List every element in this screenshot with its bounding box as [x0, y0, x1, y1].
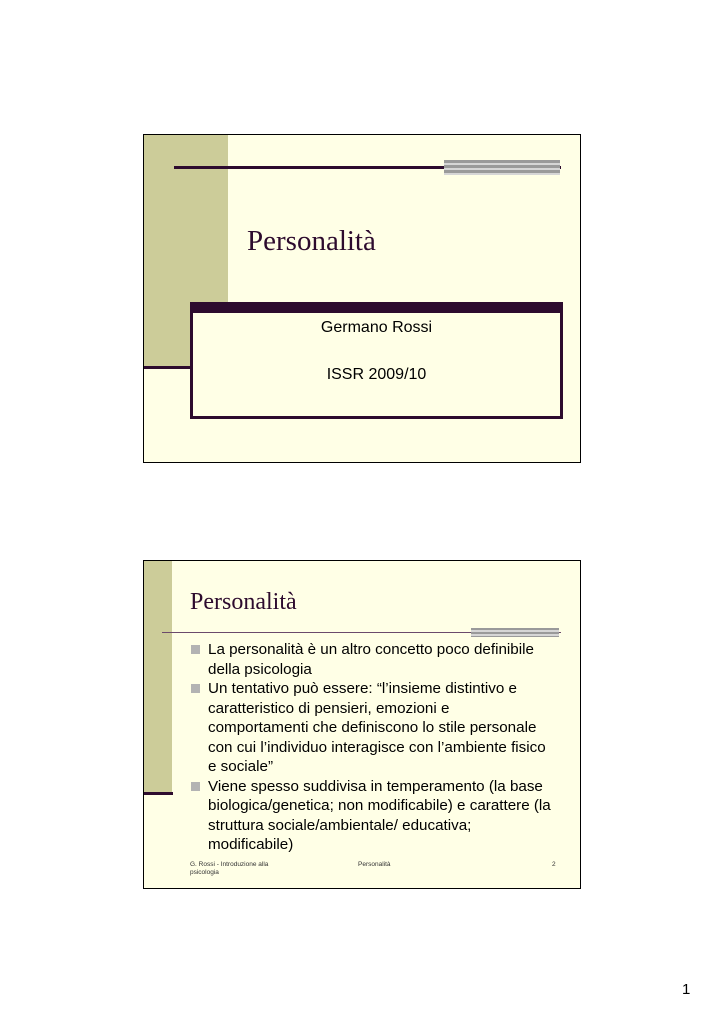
footer-title: Personalità: [358, 861, 391, 868]
square-bullet-icon: [191, 645, 200, 654]
accent-band: [144, 561, 172, 795]
gray-stripes-decoration: [444, 160, 560, 175]
square-bullet-icon: [191, 782, 200, 791]
slide-1: [143, 134, 581, 463]
square-bullet-icon: [191, 684, 200, 693]
subtitle-box: [190, 302, 563, 419]
slide-2: [143, 560, 581, 889]
bullet-list: [191, 640, 553, 855]
accent-rule: [144, 792, 173, 795]
list-item: [191, 640, 553, 679]
accent-rule: [144, 366, 192, 369]
bullet-text: Un tentativo può essere: “l’insieme distintivo e caratteristico di pensieri, emozioni e comportamenti che definiscono lo stile personale con cui l’individuo interagisce con l’ambiente fisico e sociale”: [208, 680, 546, 775]
slide-title: Personalità: [190, 589, 297, 615]
gray-stripes-decoration: [471, 628, 559, 637]
list-item: [191, 679, 553, 777]
course-label: ISSR 2009/10: [326, 366, 427, 383]
bullet-text: Viene spesso suddivisa in temperamento (la base biologica/genetica; non modificabile) e carattere (la struttura sociale/ambientale/ educativa; modificabile): [208, 777, 551, 853]
bullet-text: La personalità è un altro concetto poco definibile della psicologia: [208, 641, 534, 678]
footer-slide-number: 2: [552, 861, 556, 868]
footer-author: G. Rossi - Introduzione alla psicologia: [190, 861, 269, 876]
page-number: 1: [682, 981, 691, 998]
list-item: [191, 777, 553, 855]
author-name: Germano Rossi: [320, 319, 433, 336]
slide-title: Personalità: [247, 225, 376, 257]
